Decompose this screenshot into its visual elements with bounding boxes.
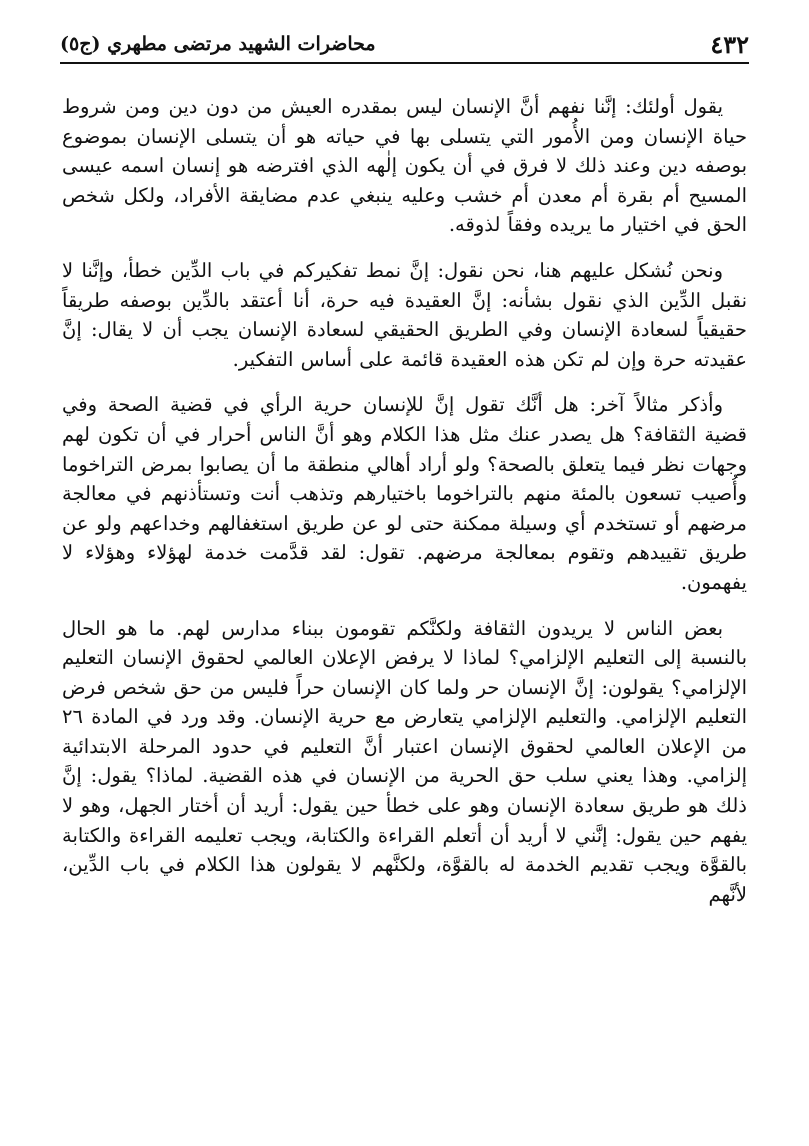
body-text <box>62 92 747 909</box>
page-number: ٤٣٢ <box>710 29 749 59</box>
paragraph-1: يقول أولئك: إنَّنا نفهم أنَّ الإنسان ليس بمقدره العيش من دون دين ومن شروط حياة الإنسان ومن الأُمور التي يتسلى بها في حياته هو أن يتسلى الإنسان بموضوع بوصفه دين وعند ذلك لا فرق في أن يكون إلٰهه الذي افترضه هو إنسان اسمه عيسى المسيح أم بقرة أم معدن أم خشب وعليه ينبغي عدم مضايقة الأفراد، ولكل شخص الحق في اختيار ما يريده وفقاً لذوقه. <box>62 95 747 237</box>
paragraph-2: ونحن نُشكل عليهم هنا، نحن نقول: إنَّ نمط تفكيركم في باب الدِّين خطأ، وإنَّنا لا نقبل الدِّين الذي نقول بشأنه: إنَّ العقيدة فيه حرة، أنا أعتقد بالدِّين بوصفه طريقاً حقيقياً لسعادة الإنسان وفي الطريق الحقيقي لسعادة الإنسان يجب أن لا يقال: إنَّ عقيدته حرة وإن لم تكن هذه العقيدة قائمة على أساس التفكير. <box>62 258 747 371</box>
book-title: محاضرات الشهيد مرتضى مطهري (ج٥) <box>60 33 376 55</box>
running-header <box>60 26 749 64</box>
paragraph-3: وأذكر مثالاً آخر: هل أنَّك تقول إنَّ للإنسان حرية الرأي في قضية الصحة وفي قضية الثقافة؟ هل يصدر عنك مثل هذا الكلام وهو أنَّ الناس أحرار في أن تكون لهم وجهات نظر فيما يتعلق بالصحة؟ ولو أراد أهالي منطقة ما أن يصابوا بمرض التراخوما وأُصيب تسعون بالمئة منهم بالتراخوما باختيارهم وتذهب أنت وتستأذنهم في معالجة مرضهم أو تستخدم أي وسيلة ممكنة حتى لو عن طريق استغفالهم وخداعهم ولو عن طريق تقييدهم وتقوم بمعالجة مرضهم. تقول: لقد قدَّمت خدمة لهؤلاء وهؤلاء لا يفهمون. <box>62 393 747 594</box>
paragraph-4: بعض الناس لا يريدون الثقافة ولكنَّكم تقومون ببناء مدارس لهم. ما هو الحال بالنسبة إلى التعليم الإلزامي؟ لماذا لا يرفض الإعلان العالمي لحقوق الإنسان التعليم الإلزامي؟ يقولون: إنَّ الإنسان حر ولما كان الإنسان حراً فليس من حق شخص فرض التعليم الإلزامي. والتعليم الإلزامي يتعارض مع حرية الإنسان. وقد ورد في المادة ٢٦ من الإعلان العالمي لحقوق الإنسان اعتبار أنَّ التعليم في حدود المرحلة الابتدائية إلزامي. وهذا يعني سلب حق الحرية من الإنسان في هذه القضية. لماذا؟ يقول: إنَّ ذلك هو طريق سعادة الإنسان وهو على خطأ حين يقول: أريد أن أختار الجهل، وهو لا يفهم حين يقول: إنَّني لا أريد أن أتعلم القراءة والكتابة، ويجب تعليمه القراءة والكتابة بالقوَّة ويجب تقديم الخدمة له بالقوَّة، ولكنَّهم لا يقولون هذا الكلام في باب الدِّين، لأنَّهم <box>62 616 747 906</box>
